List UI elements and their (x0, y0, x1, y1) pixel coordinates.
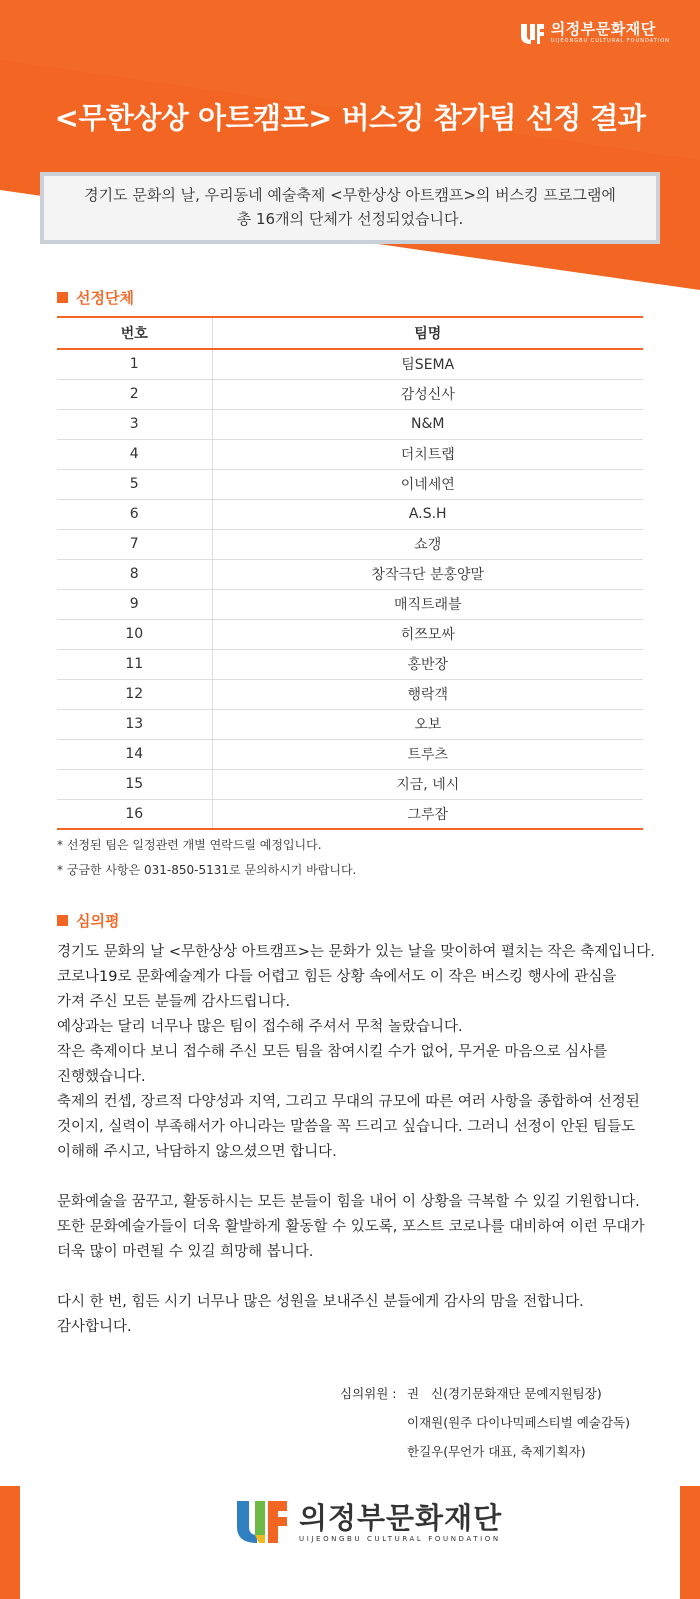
team-name: 쇼갱 (212, 529, 643, 559)
square-bullet-icon (57, 292, 68, 303)
summary-line-1: 경기도 문화의 날, 우리동네 예술축제 <무한상상 아트캠프>의 버스킹 프로그램에 (84, 186, 616, 204)
team-number: 1 (57, 349, 212, 379)
table-row (57, 559, 643, 589)
table-row (57, 709, 643, 739)
column-header-team-name: 팀명 (212, 317, 643, 349)
selected-heading (57, 287, 134, 308)
selected-teams-table (57, 316, 643, 830)
team-number: 8 (57, 559, 212, 589)
review-line: 더욱 많이 마련될 수 있길 희망해 봅니다. (57, 1244, 314, 1260)
team-name: 그루잠 (212, 799, 643, 829)
review-line: 작은 축제이다 보니 접수해 주신 모든 팀을 참여시킬 수가 없어, 무거운 마음으로 심사를 (57, 1044, 608, 1060)
review-heading (57, 910, 119, 931)
team-name: 행락객 (212, 679, 643, 709)
table-row (57, 649, 643, 679)
summary-box (40, 172, 660, 244)
hero-banner (0, 0, 700, 290)
footer-logo-name-en: UIJEONGBU CULTURAL FOUNDATION (299, 1535, 501, 1543)
team-number: 5 (57, 469, 212, 499)
committee-member: 이재원(원주 다이나믹페스티벌 예술감독) (407, 1415, 630, 1430)
team-name: 지금, 네시 (212, 769, 643, 799)
team-name: 오보 (212, 709, 643, 739)
review-line: 또한 문화예술가들이 더욱 활발하게 활동할 수 있도록, 포스트 코로나를 대비하여 이런 무대가 (57, 1219, 645, 1235)
table-row (57, 469, 643, 499)
team-number: 11 (57, 649, 212, 679)
team-number: 9 (57, 589, 212, 619)
review-line: 진행했습니다. (57, 1069, 146, 1085)
team-name: A.S.H (212, 499, 643, 529)
page-title: <무한상상 아트캠프> 버스킹 참가팀 선정 결과 (54, 101, 646, 135)
table-row (57, 499, 643, 529)
table-row (57, 799, 643, 829)
logo-name-kr: 의정부문화재단 (550, 20, 656, 38)
review-line: 예상과는 달리 너무나 많은 팀이 접수해 주셔서 무척 놀랐습니다. (57, 1019, 463, 1035)
square-bullet-icon (57, 915, 68, 926)
review-line: 다시 한 번, 힘든 시기 너무나 많은 성원을 보내주신 분들에게 감사의 맘을 전합니다. (57, 1294, 584, 1310)
team-number: 10 (57, 619, 212, 649)
table-row (57, 769, 643, 799)
team-name: 창작극단 분홍양말 (212, 559, 643, 589)
team-number: 12 (57, 679, 212, 709)
team-name: 히쯔모싸 (212, 619, 643, 649)
team-name: 팀SEMA (212, 349, 643, 379)
team-number: 4 (57, 439, 212, 469)
column-header-number: 번호 (57, 317, 212, 349)
foundation-logo-icon (519, 20, 545, 46)
committee-member: 한길우(무언가 대표, 축제기획자) (407, 1444, 586, 1459)
team-name: 홍반장 (212, 649, 643, 679)
team-number: 7 (57, 529, 212, 559)
team-name: N&M (212, 409, 643, 439)
team-number: 15 (57, 769, 212, 799)
committee-label: 심의위원 : (340, 1386, 397, 1401)
table-row (57, 739, 643, 769)
table-row (57, 409, 643, 439)
table-row (57, 529, 643, 559)
paragraph-gap (57, 1165, 657, 1190)
table-row (57, 349, 643, 379)
team-number: 3 (57, 409, 212, 439)
table-row (57, 439, 643, 469)
paragraph-gap (57, 1265, 657, 1290)
footer-accent-right (680, 1486, 700, 1599)
team-name: 감성신사 (212, 379, 643, 409)
table-header-row (57, 317, 643, 349)
table-row (57, 619, 643, 649)
team-name: 더치트랩 (212, 439, 643, 469)
committee-member: 권 신(경기문화재단 문예지원팀장) (407, 1386, 602, 1401)
review-line: 것이지, 실력이 부족해서가 아니라는 말씀을 꼭 드리고 싶습니다. 그러니 선정이 안된 팀들도 (57, 1119, 636, 1135)
review-line: 감사합니다. (57, 1319, 132, 1335)
review-heading-label: 심의평 (76, 912, 120, 930)
table-row (57, 679, 643, 709)
team-number: 14 (57, 739, 212, 769)
table-row (57, 379, 643, 409)
selection-notes (57, 833, 356, 883)
review-line: 가져 주신 모든 분들께 감사드립니다. (57, 994, 291, 1010)
summary-line-2: 총 16개의 단체가 선정되었습니다. (236, 210, 464, 228)
review-line: 경기도 문화의 날 <무한상상 아트캠프>는 문화가 있는 날을 맞이하여 펼치는 작은 축제입니다. (57, 944, 655, 960)
foundation-logo-icon (235, 1497, 289, 1549)
review-body (57, 940, 657, 1340)
table-row (57, 589, 643, 619)
team-name: 이네세연 (212, 469, 643, 499)
review-line: 코로나19로 문화예술계가 다들 어렵고 힘든 상황 속에서도 이 작은 버스킹 행사에 관심을 (57, 969, 617, 985)
team-number: 16 (57, 799, 212, 829)
selected-heading-label: 선정단체 (76, 289, 134, 307)
logo-name-en: UIJEONGBU CULTURAL FOUNDATION (550, 38, 670, 44)
footer-accent-left (0, 1486, 20, 1599)
note-inquiry-phone: * 궁금한 사항은 031-850-5131로 문의하시기 바랍니다. (57, 863, 357, 877)
footer-logo[interactable] (235, 1497, 502, 1549)
review-line: 이해해 주시고, 낙담하지 않으셨으면 합니다. (57, 1144, 337, 1160)
team-number: 6 (57, 499, 212, 529)
team-number: 2 (57, 379, 212, 409)
team-name: 매직트래블 (212, 589, 643, 619)
review-line: 문화예술을 꿈꾸고, 활동하시는 모든 분들이 힘을 내어 이 상황을 극복할 수 있길 기원합니다. (57, 1194, 640, 1210)
header-logo[interactable] (519, 20, 670, 46)
team-name: 트루츠 (212, 739, 643, 769)
footer-logo-name-kr: 의정부문화재단 (299, 1501, 503, 1535)
note-contact-schedule: * 선정된 팀은 일정관련 개별 연락드릴 예정입니다. (57, 838, 322, 852)
review-line: 축제의 컨셉, 장르적 다양성과 지역, 그리고 무대의 규모에 따른 여러 사항을 종합하여 선정된 (57, 1094, 640, 1110)
team-number: 13 (57, 709, 212, 739)
committee-list (340, 1379, 630, 1466)
